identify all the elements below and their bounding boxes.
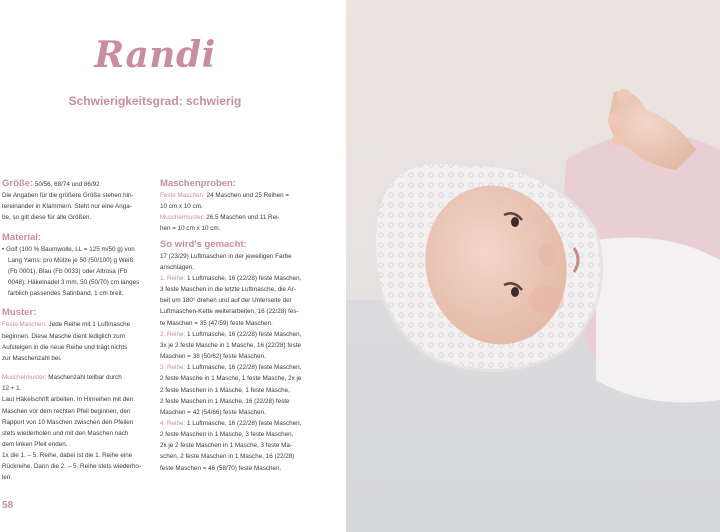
- row-label: 4. Reihe:: [160, 419, 186, 427]
- size-section: [2, 178, 149, 224]
- row-text: Maschen = 42 (54/66) feste Maschen.: [160, 408, 266, 416]
- baby-photo: [346, 0, 720, 532]
- row-label: 1. Reihe:: [160, 274, 186, 282]
- row-text: 1 Luftmasche, 16 (22/28) feste Maschen,: [185, 364, 302, 372]
- row-text: 1 Luftmasche, 16 (22/28) feste Maschen,: [185, 274, 302, 282]
- stitch-text: beginnen. Diese Masche dient lediglich zum: [2, 332, 125, 340]
- row-text: schen, 2 feste Maschen in 1 Masche, 16 (22/28): [160, 453, 295, 461]
- gauge-text: 24 Maschen und 25 Reihen =: [204, 192, 290, 199]
- size-text: tereinander in Klammern. Steht nur eine Anga-: [2, 203, 132, 211]
- pattern-title: Randi: [94, 34, 216, 76]
- row-label: 3. Reihe:: [160, 364, 186, 372]
- instructions-text: 17 (23/29) Luftmaschen in der jeweiligen Farbe: [160, 252, 292, 260]
- row-text: Maschen = 38 (50/62) feste Maschen.: [160, 353, 266, 361]
- left-page: [0, 0, 346, 532]
- gauge-text: hen = 10 cm x 10 cm.: [160, 225, 221, 233]
- material-text: farblich passendes Satinband, 1 cm breit.: [8, 290, 124, 298]
- difficulty-label: Schwierigkeitsgrad: schwierig: [68, 94, 242, 108]
- shell-text: 12 + 1.: [2, 385, 22, 393]
- shell-text: dem linken Pfeil enden.: [2, 440, 68, 448]
- row-text: 2 feste Maschen in 1 Masche, 3 feste Maschen,: [160, 431, 294, 439]
- material-text: (Fb 0001), Blau (Fb 0033) oder Altrosa (Fb: [8, 267, 127, 275]
- row-text: Luftmaschen-Kette weiterarbeiten, 16 (22/28) fes-: [160, 308, 299, 316]
- row-text: 1 Luftmasche, 16 (22/28) feste Maschen,: [185, 330, 302, 338]
- row-text: feste Maschen = 46 (58/70) feste Maschen.: [160, 464, 282, 472]
- left-column: [2, 178, 149, 484]
- row-label: 2. Reihe:: [160, 330, 186, 338]
- row-text: 3x je 2 feste Masche in 1 Masche, 16 (22/28) feste: [160, 341, 302, 349]
- shell-text: Maschen vor dem rechten Pfeil beginnen, den: [2, 407, 131, 415]
- material-heading: Material:: [2, 231, 42, 243]
- material-text: 0048); Häkelnadel 3 mm, 50 (50/70) cm langes: [8, 279, 140, 287]
- row-text: 3 feste Maschen in die letzte Luftmasche, die Ar-: [160, 286, 296, 294]
- material-text: Lang Yarns: pro Mütze je 50 (50/100) g Weiß: [8, 256, 134, 264]
- gauge-section: [160, 178, 306, 235]
- pattern-heading: Muster:: [2, 307, 37, 319]
- material-section: [2, 232, 149, 300]
- instructions-section: [160, 239, 306, 474]
- gauge-text: 26,5 Maschen und 11 Rei-: [204, 214, 280, 222]
- row-text: te Maschen = 35 (47/59) feste Maschen.: [160, 319, 273, 327]
- gauge-label: Feste Maschen:: [160, 192, 205, 199]
- instructions-heading: So wird's gemacht:: [160, 238, 247, 250]
- pattern-section: [2, 307, 149, 483]
- material-text: • Golf (100 % Baumwolle, LL = 125 m/50 g) von: [2, 245, 135, 253]
- size-text: be, so gilt diese für alle Größen.: [2, 214, 92, 222]
- row-text: 2x je 2 feste Maschen in 1 Masche, 3 feste Ma-: [160, 442, 292, 450]
- stitch-label: Feste Maschen:: [2, 321, 47, 329]
- shell-text: len.: [2, 474, 13, 482]
- shell-text: Laut Häkelschrift arbeiten. In Hinreihen mit den: [2, 396, 134, 404]
- row-text: 1 Luftmasche, 16 (22/28) feste Maschen,: [185, 419, 302, 427]
- page-number: 58: [2, 500, 14, 511]
- size-text: Die Angaben für die größere Größe stehen hin-: [2, 192, 134, 200]
- shell-text: Maschenzahl teilbar durch: [46, 374, 122, 382]
- baby-photo-illustration: [346, 0, 720, 532]
- stitch-text: zur Maschenzahl bei.: [2, 354, 62, 362]
- stitch-text: Jede Reihe mit 1 Luftmasche: [46, 321, 131, 329]
- row-text: 2 feste Maschen in 1 Masche, 16 (22/28) feste: [160, 397, 290, 405]
- stitch-text: Aufsteigen in die neue Reihe und trägt nichts: [2, 343, 128, 351]
- right-column: [160, 178, 306, 474]
- row-text: beit um 180° drehen und auf der Unterseite der: [160, 297, 292, 305]
- gauge-label: Muschelmuster:: [160, 214, 205, 222]
- gauge-text: 10 cm x 10 cm.: [160, 203, 203, 211]
- shell-text: Rückreihe. Dann die 2. – 5. Reihe stets wiederho-: [2, 463, 141, 471]
- shell-text: 1x die 1. – 5. Reihe, dabei ist die 1. Reihe eine: [2, 452, 133, 460]
- size-text: 50/56, 68/74 und 86/92: [34, 181, 100, 188]
- instructions-text: anschlagen.: [160, 263, 194, 271]
- gauge-heading: Maschenproben:: [160, 178, 237, 189]
- shell-label: Muschelmuster:: [2, 374, 47, 382]
- row-text: 2 feste Maschen in 1 Masche, 1 feste Masche,: [160, 386, 290, 394]
- row-text: 2 feste Masche in 1 Masche, 1 feste Masche, 2x je: [160, 375, 302, 383]
- shell-text: stets wiederholen und mit den Maschen nach: [2, 429, 129, 437]
- size-heading: Größe:: [2, 178, 34, 189]
- shell-text: Rapport von 10 Maschen zwischen den Pfeilen: [2, 418, 134, 426]
